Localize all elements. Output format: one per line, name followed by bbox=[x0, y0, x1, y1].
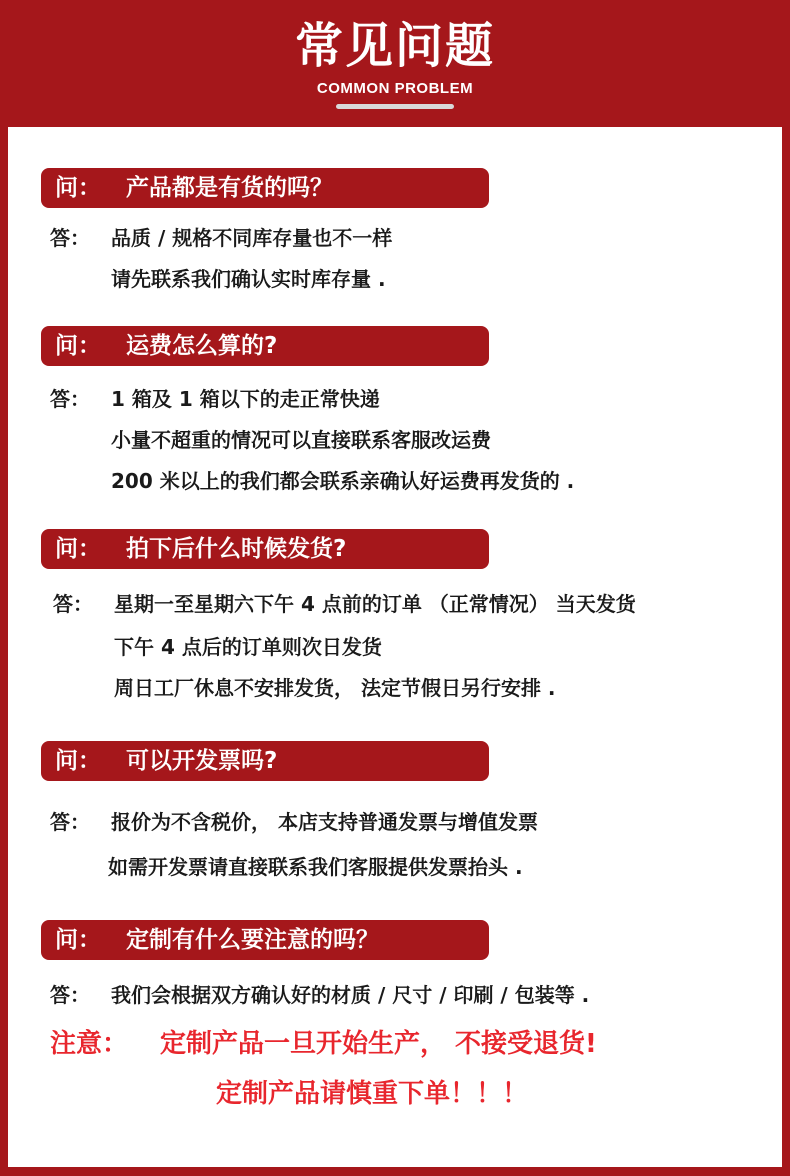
answer-line: 小量不超重的情况可以直接联系客服改运费 bbox=[111, 428, 491, 452]
page-header bbox=[0, 0, 790, 127]
answer-line: 星期一至星期六下午 4 点前的订单 （正常情况） 当天发货 bbox=[114, 592, 636, 616]
answer-line: 下午 4 点后的订单则次日发货 bbox=[114, 635, 382, 659]
answer-line: 报价为不含税价， 本店支持普通发票与增值发票 bbox=[111, 810, 538, 834]
answer-prefix: 答： bbox=[50, 387, 90, 411]
question-prefix: 问： bbox=[55, 175, 101, 201]
page-title: 常见问题 bbox=[294, 18, 495, 74]
question-tag-3 bbox=[41, 529, 489, 569]
answer-line: 请先联系我们确认实时库存量 . bbox=[111, 267, 386, 291]
answer-prefix: 答： bbox=[53, 592, 93, 616]
question-text: 拍下后什么时候发货? bbox=[126, 536, 347, 562]
question-prefix: 问： bbox=[55, 333, 101, 359]
question-tag-2 bbox=[41, 326, 489, 366]
answer-line: 如需开发票请直接联系我们客服提供发票抬头 . bbox=[108, 855, 523, 879]
question-prefix: 问： bbox=[55, 927, 101, 953]
page-subtitle: COMMON PROBLEM bbox=[316, 80, 474, 97]
question-prefix: 问： bbox=[55, 536, 101, 562]
answer-line: 1 箱及 1 箱以下的走正常快递 bbox=[111, 387, 380, 411]
answer-line: 200 米以上的我们都会联系亲确认好运费再发货的 . bbox=[111, 469, 575, 493]
question-tag-4 bbox=[41, 741, 489, 781]
question-tag-1 bbox=[41, 168, 489, 208]
question-tag-5 bbox=[41, 920, 489, 960]
answer-prefix: 答： bbox=[50, 810, 90, 834]
answer-line: 我们会根据双方确认好的材质 / 尺寸 / 印刷 / 包装等 . bbox=[111, 983, 590, 1007]
question-text: 运费怎么算的? bbox=[126, 333, 278, 359]
answer-line: 周日工厂休息不安排发货， 法定节假日另行安排 . bbox=[114, 676, 556, 700]
notice-label: 注意： bbox=[50, 1029, 129, 1059]
notice-line-1: 定制产品一旦开始生产， 不接受退货! bbox=[160, 1029, 597, 1059]
answer-prefix: 答： bbox=[50, 226, 90, 250]
faq-panel bbox=[8, 127, 782, 1167]
question-text: 产品都是有货的吗？ bbox=[126, 175, 333, 201]
answer-line: 品质 / 规格不同库存量也不一样 bbox=[111, 226, 393, 250]
answer-prefix: 答： bbox=[50, 983, 90, 1007]
question-prefix: 问： bbox=[55, 748, 101, 774]
question-text: 定制有什么要注意的吗？ bbox=[126, 927, 379, 953]
question-text: 可以开发票吗? bbox=[126, 748, 278, 774]
notice-line-2: 定制产品请慎重下单！！！ bbox=[216, 1079, 529, 1109]
header-underline bbox=[336, 104, 454, 109]
